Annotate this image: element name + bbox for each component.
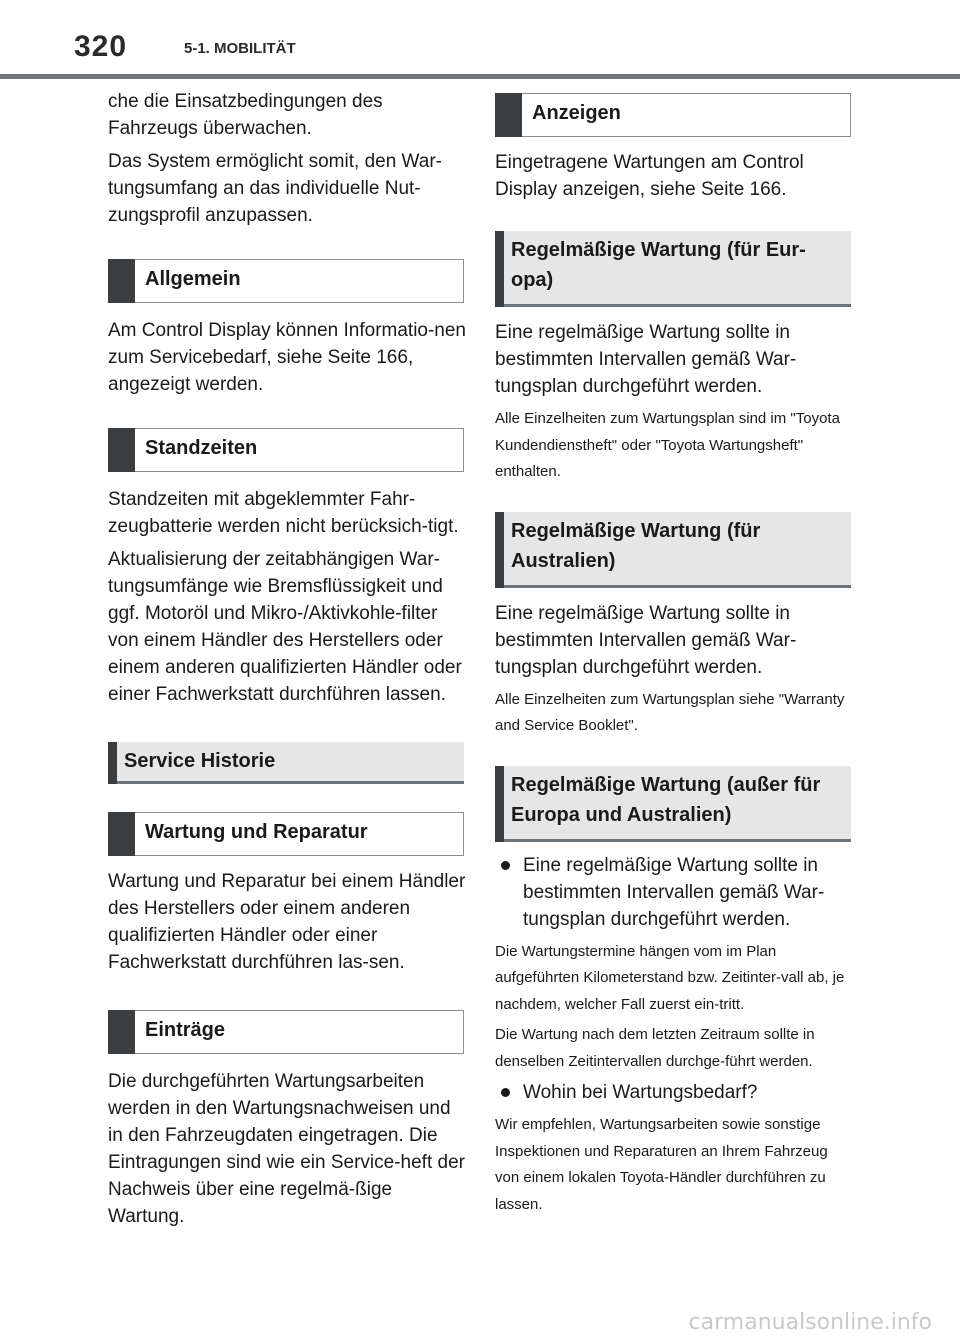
- europa-heading-text: Regelmäßige Wartung (für Eur-opa): [511, 239, 806, 291]
- service-historie-heading: [108, 742, 464, 784]
- australien-heading: [495, 512, 851, 588]
- note-3: Wir empfehlen, Wartungsarbeiten sowie sonstige Inspektionen und Reparaturen an Ihrem Fahrzeug von einem lokalen Toyota-Händler durchführen zu lassen.: [495, 1116, 828, 1213]
- standzeiten-paragraph-2: Aktualisierung der zeitabhängigen War-tungsumfänge wie Bremsflüssigkeit und ggf. Motoröl und Mikro-/Aktivkohle-filter von einem Händler des Herstellers oder einem anderen qualifizierten Händler oder einer Fachwerkstatt durchführen lassen.: [108, 549, 462, 705]
- australien-paragraph: Eine regelmäßige Wartung sollte in bestimmten Intervallen gemäß War-tungsplan durchgeführt werden.: [495, 602, 797, 678]
- service-historie-heading-text: Service Historie: [124, 750, 276, 772]
- intro-paragraph-1: che die Einsatzbedingungen des Fahrzeugs überwachen.: [108, 91, 383, 139]
- ausser-heading-text: Regelmäßige Wartung (außer für Europa und Australien): [511, 773, 821, 826]
- eintraege-paragraph: Die durchgeführten Wartungsarbeiten werden in den Wartungsnachweisen und in den Fahrzeugdaten eingetragen. Die Eintragungen sind wie ein Service-heft der Nachweis über eine regelmä-ßige Wartung.: [108, 1071, 465, 1227]
- ausser-heading: [495, 766, 851, 842]
- wartung-heading: [108, 812, 464, 856]
- eintraege-heading: [108, 1010, 464, 1054]
- page-number: 320: [74, 30, 128, 63]
- anzeigen-paragraph: Eingetragene Wartungen am Control Display anzeigen, siehe Seite 166.: [495, 152, 804, 200]
- anzeigen-heading: [495, 93, 851, 137]
- wartung-heading-text: Wartung und Reparatur: [145, 821, 368, 843]
- europa-paragraph: Eine regelmäßige Wartung sollte in bestimmten Intervallen gemäß War-tungsplan durchgeführt werden.: [495, 322, 797, 397]
- chapter-title: 5-1. MOBILITÄT: [184, 40, 296, 57]
- intro-paragraph-2: Das System ermöglicht somit, den War-tungsumfang an das individuelle Nut-zungsprofil anzupassen.: [108, 151, 442, 226]
- note-2: Die Wartung nach dem letzten Zeitraum sollte in denselben Zeitintervallen durchge-führt werden.: [495, 1026, 815, 1070]
- bullet-item-2: [495, 1079, 853, 1106]
- left-column: [108, 88, 466, 1236]
- allgemein-heading: [108, 259, 464, 303]
- allgemein-heading-text: Allgemein: [145, 268, 241, 290]
- bullet-item-2-text: Wohin bei Wartungsbedarf?: [523, 1082, 758, 1103]
- bullet-item-1-text: Eine regelmäßige Wartung sollte in bestimmten Intervallen gemäß War-tungsplan durchgeführt werden.: [523, 854, 825, 930]
- bullet-item-1: [495, 852, 853, 933]
- bullet-dot-icon: [501, 1088, 510, 1097]
- standzeiten-heading: [108, 428, 464, 472]
- header-rule: [0, 74, 960, 79]
- wartung-paragraph: Wartung und Reparatur bei einem Händler des Herstellers oder einem anderen qualifizierten Händler oder einer Fachwerkstatt durchführen las-sen.: [108, 871, 466, 973]
- australien-heading-text: Regelmäßige Wartung (für Australien): [511, 519, 761, 572]
- bullet-dot-icon: [501, 861, 510, 870]
- allgemein-paragraph: Am Control Display können Informatio-nen zum Servicebedarf, siehe Seite 166, angezeigt werden.: [108, 320, 467, 395]
- right-column: [495, 93, 853, 1222]
- page-header: [0, 0, 960, 80]
- note-1: Die Wartungstermine hängen vom im Plan aufgeführten Kilometerstand bzw. Zeitinter-vall ab, je nachdem, welcher Fall zuerst ein-tritt.: [495, 942, 845, 1013]
- australien-note: Alle Einzelheiten zum Wartungsplan siehe "Warranty and Service Booklet".: [495, 690, 845, 734]
- eintraege-heading-text: Einträge: [145, 1019, 226, 1041]
- standzeiten-paragraph-1: Standzeiten mit abgeklemmter Fahr-zeugbatterie werden nicht berücksich-tigt.: [108, 489, 459, 537]
- europa-heading: [495, 231, 851, 307]
- anzeigen-heading-text: Anzeigen: [532, 102, 621, 124]
- europa-note: Alle Einzelheiten zum Wartungsplan sind im "Toyota Kundendienstheft" oder "Toyota Wartungsheft" enthalten.: [495, 410, 840, 480]
- watermark: carmanualsonline.info: [688, 1310, 932, 1335]
- standzeiten-heading-text: Standzeiten: [145, 437, 258, 459]
